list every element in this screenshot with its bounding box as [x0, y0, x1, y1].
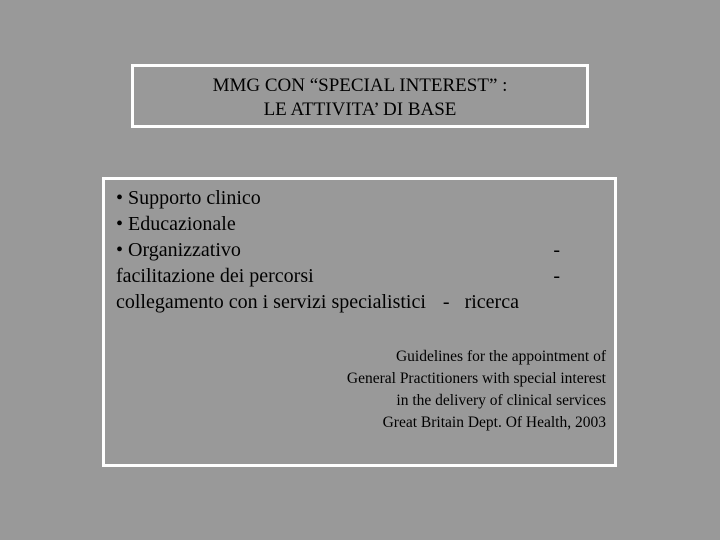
- citation-line-4: Great Britain Dept. Of Health, 2003: [382, 414, 606, 431]
- sub-activity-row: [116, 289, 576, 315]
- activity-list: [116, 185, 261, 237]
- title-line-1: MMG CON “SPECIAL INTEREST” :: [212, 75, 508, 96]
- citation-line-2: General Practitioners with special interest: [346, 370, 606, 387]
- dash-separator: -: [553, 265, 560, 287]
- sub-activity-row: [116, 263, 576, 289]
- sub-activity-research: ricerca: [464, 291, 519, 313]
- citation-line-1: Guidelines for the appointment of: [395, 348, 606, 365]
- sub-activity-specialist-link: collegamento con i servizi specialistici: [116, 291, 426, 313]
- activity-item-educational: • Educazionale: [116, 213, 236, 235]
- citation-line-3: in the delivery of clinical services: [396, 392, 606, 409]
- title-line-2: LE ATTIVITA’ DI BASE: [263, 99, 457, 120]
- content-box: [102, 177, 617, 467]
- organizational-block: [116, 237, 576, 315]
- title-box: [131, 64, 589, 128]
- activity-item-organizational: • Organizzativo: [116, 239, 241, 261]
- activity-item-clinical-support: • Supporto clinico: [116, 187, 261, 209]
- citation: [347, 346, 606, 434]
- sub-activity-pathways: facilitazione dei percorsi: [116, 265, 314, 287]
- organizational-row: [116, 237, 576, 263]
- dash-separator: -: [553, 239, 560, 261]
- dash-separator: -: [442, 291, 450, 313]
